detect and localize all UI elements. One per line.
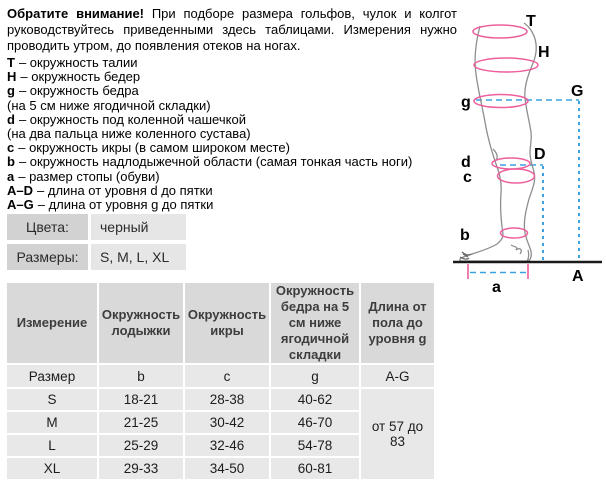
cell-g: 46-70 [271,412,359,433]
cell-size: L [7,435,97,456]
guide-lines [470,100,579,273]
cell-g: 54-78 [271,435,359,456]
cell-b: 29-33 [99,458,183,479]
size-table [5,281,436,481]
subheader-b: b [99,365,183,387]
measurement-legend [7,56,459,212]
header-measure: Измерение [7,283,97,363]
cell-c: 32-46 [185,435,269,456]
legend-item-c: c – окружность икры (в самом широком месте) [7,140,290,156]
intro-paragraph [7,6,457,54]
label-A: A [572,268,584,285]
intro-line: Обратите внимание! При подборе размера гольфов, чулок и колгот [7,6,457,21]
label-T: T [526,13,536,30]
legend-item-d: d – окружность под коленной чашечкой [7,111,246,127]
label-a: a [492,279,501,296]
foot-length-tick-marks [468,264,528,279]
header-ankle: Окружность лодыжки [99,283,183,363]
legend-item-AG: A–G – длина от уровня g до пятки [7,197,214,213]
colors-row [7,214,186,240]
label-H: H [538,44,550,61]
legend-item-d-note: (на два пальца ниже коленного сустава) [7,126,251,142]
cell-ag-merged: от 57 до 83 [361,389,434,479]
size-table-subheader-row [7,365,434,387]
label-d: d [461,154,471,171]
cell-size: M [7,412,97,433]
subheader-ag: A-G [361,365,434,387]
legend-item-g: g – окружность бедра [7,83,139,99]
legend-item-H: H – окружность бедер [7,69,141,85]
colors-label: Цвета: [7,214,88,240]
legend-item-g-note: (на 5 см ниже ягодичной складки) [7,97,211,113]
cell-c: 30-42 [185,412,269,433]
legend-item-b: b – окружность надлодыжечной области (самая тонкая часть ноги) [7,154,413,170]
cell-g: 60-81 [271,458,359,479]
cell-b: 21-25 [99,412,183,433]
intro-attention-label: Обратите внимание! [7,6,144,21]
size-table-header-row [7,283,434,363]
label-D: D [534,146,546,163]
label-G: G [571,83,584,100]
cell-c: 28-38 [185,389,269,410]
legend-item-AD: A–D – длина от уровня d до пятки [7,182,213,198]
cell-size: S [7,389,97,410]
sizes-label: Размеры: [7,244,88,270]
cell-c: 34-50 [185,458,269,479]
table-row [7,389,434,410]
legend-item-a: a – размер стопы (обуви) [7,168,160,184]
product-attributes [7,214,186,274]
header-calf: Окружность икры [185,283,269,363]
heel-line [527,250,529,261]
intro-line: проводить утром, до появления отеков на ногах. [7,38,301,53]
colors-value: черный [91,214,186,240]
legend-item-T: T – окружность талии [7,55,138,70]
sizes-row [7,244,186,270]
ankle-crease [511,245,521,254]
thigh-ellipse-g [474,95,528,108]
intro-line: руководствуйтесь приведенными здесь таблицами. Измерения нужно [7,22,457,37]
header-thigh: Окружность бедра на 5 см ниже ягодичной складки [271,283,359,363]
subheader-g: g [271,365,359,387]
below-knee-ellipse-d [492,158,530,169]
label-g: g [461,94,471,111]
waist-ellipse-T [473,25,527,38]
toe-lines [460,252,471,259]
calf-ellipse-c [498,169,535,183]
header-length: Длина от пола до уровня g [361,283,434,363]
cell-g: 40-62 [271,389,359,410]
label-b: b [460,227,470,244]
subheader-c: c [185,365,269,387]
label-c: c [463,169,472,186]
cell-b: 18-21 [99,389,183,410]
sizes-value: S, M, L, XL [91,244,186,270]
leg-measurement-diagram [440,0,606,300]
subheader-size: Размер [7,365,97,387]
ankle-ellipse-b [501,228,528,238]
cell-b: 25-29 [99,435,183,456]
cell-size: XL [7,458,97,479]
hip-ellipse-H [474,58,538,72]
